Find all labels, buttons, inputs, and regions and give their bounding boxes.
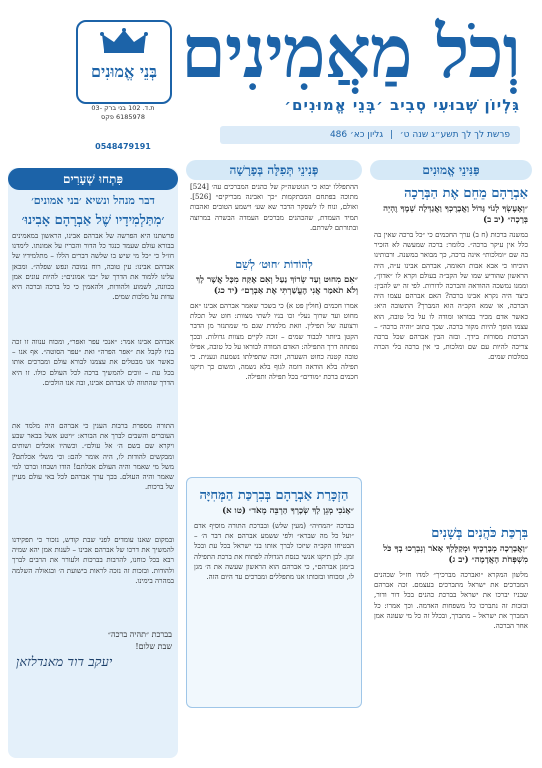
issue-bar — [220, 126, 520, 144]
box-headline: הַזְכָּרַת אַבְרָהָם בְּבִרְכַּת הַמְּחִיָּה — [199, 488, 349, 503]
middle-quote1: ״אִם מִחוּט וְעַד שְׂרוֹךְ נַעַל וְאִם אֶקַּח מִכָּל אֲשֶׁר לָךְ וְלֹא תֹאמַר אֲנִי הֶעֱשַׁרְתִּי אֶת אַבְרָם״ (יד כג) — [195, 275, 358, 296]
left-section-header: פִּתְחוּ שְׁעָרִים — [8, 168, 178, 190]
box-body: בברכה ״המחיה״ (מעין שלש) ובברכת התורה מוסיף אדם ״ועל כל מה שברא״ ולפי ששמע אברהם את דבר ה׳ – הבטיחו הקב״ה שיזכו לברך אותו בני ישראל בכל עת ובכל זמן. לכן תיקנו אנשי כנסת הגדולה לפתוח את ברכת התפילה ב״מגן אברהם״, כי אברהם הוא הראשון שעשה את ה׳ מגן לו, ומכוחו ובזכותו אנו מתפללים ומברכים עד היום הזה. — [194, 522, 354, 582]
middle-column — [186, 160, 362, 760]
logo — [76, 20, 168, 104]
issue-parsha: פרשת לך לך תשע״ג שנה ט׳ — [399, 130, 510, 140]
article1-quote: ״וְאֶעֶשְׂךָ לְגוֹי גָּדוֹל וַאֲבָרֶכְךָ וַאֲגַדְּלָה שְׁמֶךָ וֶהְיֵה בְּרָכָה״ (יב ב) — [383, 204, 528, 225]
signoff-greeting: שבת שלום! — [135, 642, 172, 651]
article2-headline: בִּרְכַּת כֹּהֲנִים בְּשָׁנִים — [431, 526, 528, 541]
article1-body: במשנה ברכות (ח ב) ערך החכמים כי ״כל ברכה שאין בה כלל אין עיקר ברכה״. כלומר: ברכה שמעשה לא הזכיר בה שם ״ומלכות״ אינה ברכה, כך מבואר במשנה. ורבותינו הוכיחו כי אבא אבות האומה, אברהם אבינו ע״ה, היה הראשון שהודיע שמו של הקב״ה בעולם וקרא לו ״אדון״, וממנו נמשכה ההודאה והברכה לדורות. לפי זה יש להבין: כיצד היה נקרא אבינו ברכה? האם אברהם עצמו היה הברכה, או שמא הקב״ה הוא המברך? התשובה היא: כאשר אדם מכיר בבוראו ומודה לו על כל טובה, הוא עצמו הופך להיות מקור ברכה. שכך כתוב ״והיה ברכה״ – הברכות מסורות בידך. ובזה הבין אברהם שכל ברכה צריכה להיות עם שם ומלכות, כי אין ברכה בלי הכרה במלכות שמים. — [374, 231, 528, 362]
issue-number: גליון כא׳ 486 — [329, 130, 384, 140]
logo-emblem — [76, 20, 172, 104]
middle-sub-header: לְהוֹדוֹת ׳חוּט׳ לְשֵׁם — [235, 258, 313, 271]
crown-icon — [100, 28, 148, 54]
article1-headline: אַבְרָהָם מֵחֵם אֶת הַבְּרָכָה — [404, 186, 528, 201]
logo-text: בְּנֵי אֱמוּנִים — [91, 62, 157, 81]
newsletter-subtitle: גִּלְיוֹן שְׁבוּעִי סְבִיב ׳בְּנֵי אֱמוּנִים׳ — [284, 96, 520, 114]
issue-separator: | — [390, 130, 394, 140]
left-body1: פרשתנו היא הפרשה של אברהם אבינו, הראשון במאמינים בבורא עולם שעמד כנגד כל הדור והכריז על אמונתו. לימדנו חז״ל כי ״כל מי שיש בו שלשה דברים הללו – מתלמידיו של אברהם אבינו: עין טובה, רוח נמוכה ונפש שפלה״. ומכאן עלינו ללמוד את הדרך של ״בני אמונים״: להיות עונים אמן בכוונה, לשמוע ולהודות, ולהאמין כי כל ברכה וברכה היא עדות על מלכות שמים. — [12, 232, 174, 302]
newsletter-title: וְכֹל מַאֲמִינִים — [180, 9, 520, 94]
signoff-label: בברכת ״תהיה ברכה״ — [107, 630, 172, 639]
contact-info: ת.ד. 102 בני ברק 03-6185978 פקס — [91, 104, 155, 121]
masthead — [0, 0, 542, 175]
left-body3: התורה מספרת ברבות הענין כי אברהם היה מלמד את העוברים והשבים לברך את הבורא: ״ויטע אשל בבאר שבע ויקרא שם בשם ה׳ אל עולם״. וכשהיו אוכלים ושותים ומבקשים להודות לו, היה אומר להם: וכי משלי אכלתם? משל מי שאמר והיה העולם אכלתם! הודו ושבחו וברכו למי שאמר והיה העולם. בכך ערך אברהם לכל באי עולם מעיין של ברכות. — [12, 422, 174, 492]
article2-quote: ״וַאֲבָרְכָה מְבָרְכֶיךָ וּמְקַלֶּלְךָ אָאֹר וְנִבְרְכוּ בְךָ כֹּל מִשְׁפְּחֹת הָאֲדָמָה״ (יב ג) — [383, 544, 528, 565]
left-headline: ׳מִתַּלְמִידָיו שֶׁל אַבְרָהָם אָבִינוּ׳ — [21, 213, 165, 228]
right-section-header: פַּנִּינֵי אֱמוּנִים — [370, 160, 532, 180]
left-byline: דבר מנהל ונשיא ׳בני אמונים׳ — [31, 194, 155, 207]
left-column — [8, 168, 178, 758]
middle-box — [186, 477, 362, 708]
right-column — [370, 160, 532, 760]
left-body4: ובמקום שאנו עומדים לפני שבת קודש, נזכור כי תפקידנו להמשיך את דרכו של אברהם אבינו – לענות אמן יהא שמיה רבא בכל כוחנו, להרבות בברכות ולעורר את הרבים לברך ולהודות. ובזכות זה נזכה לראות בישועת ה׳ ובגאולה השלמה במהרה בימינו. — [12, 536, 174, 585]
middle-body1: אמרו חכמים (חולין פט א) כי בשכר שאמר אברהם אבינו ״אם מחוט ועד שרוך נעל״ זכו בניו לשתי מצוות: חוט של תכלת ורצועה של תפילין. וזאת מלמדת שגם מי שמתנזר מן הדבר הקטן ביותר לכבוד שמים – זוכה לקיים מצוות גדולות. ובכך נפתחה דרך התפילה: האדם המודה לבוראו על כל טובה, אפילו טובה קטנה כחוט השערה, זוכה שתפילתו נשמעת ונענית. כי תפילה בלא הודאה דומה לגוף בלא נשמה, ומשום כך תיקנו חכמים ברכת ״מודים״ בכל תפילה ותפילה. — [190, 302, 358, 382]
article2-body: מלשון המקרא ״ואברכה מברכיך״ למדו חז״ל שכהנים המברכים את ישראל מתברכים בעצמם. זכה אברהם שבניו יברכו את ישראל בברכת כהנים בכל דור ודור, ובזכות זה נתברכו כל משפחות האדמה. וכך אמרו: כל המברך את ישראל – מתברך, ובכלל זה כל מי שעונה אמן אחר הברכה. — [374, 571, 528, 631]
middle-top-body: ההתפללו יבוא כי הגוטשה״ק של כהנים המברכים עה׳ [524] מתוכה בפתחם המכתקמות ״כך ואבינה מבריקים״ [526]. ואולם, ונוח לו לשסקר הדבר שא שע׳ וישמע הטובים ואהבות תמיד העמדת, שהכהנים מברכים העמדה הבשרה במרוצה ובתורתם לשרתם. — [190, 183, 358, 232]
phone-number: 0548479191 — [95, 142, 151, 151]
signature: יעקב דוד מאנדלזאן — [16, 655, 113, 670]
middle-section-header: פְּנִינֵי תְּפִלָּה בְּפָרָשָׁה — [186, 160, 362, 180]
left-body2: אברהם אבינו אמר: ״אנכי עפר ואפר״, ומכוח ענווה זו זכה בניו לקבל את ״אפר הפרה״ ואת ״עפר הסוטה״. אף אנו – כאשר אנו מבטלים את עצמנו לבורא עולם ומברכים אותו בכל עת – זוכים להמשיך ברכה לכל העולם כולו. זו היא הדרך שהתווה לנו אברהם אבינו, ובה אנו הולכים. — [12, 338, 174, 387]
box-quote: ״אָנֹכִי מְגֵן לָךְ שְׂכָרְךָ הַרְבֵּה מְאֹד״ (טו א) — [222, 506, 354, 516]
